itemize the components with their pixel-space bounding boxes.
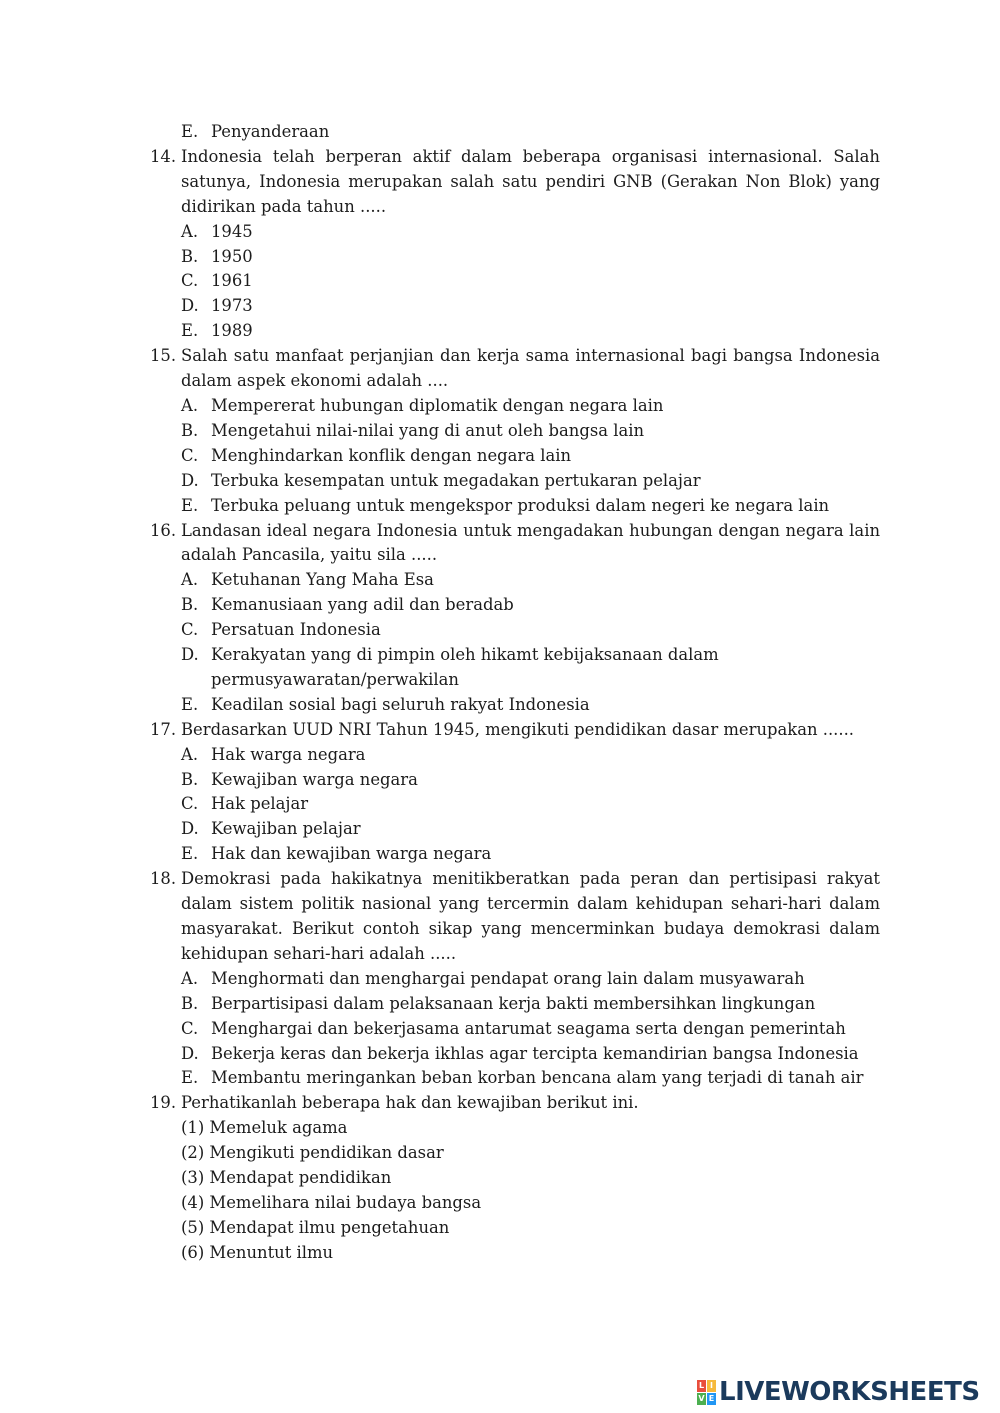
answer-option [181, 992, 880, 1017]
option-letter: C. [181, 794, 199, 814]
list-item: (5) Mendapat ilmu pengetahuan [181, 1217, 450, 1237]
question-text: Berdasarkan UUD NRI Tahun 1945, mengikuti pendidikan dasar merupakan ...... [181, 719, 854, 739]
answer-option [181, 593, 880, 618]
option-text: Hak pelajar [211, 794, 309, 814]
option-text: Bekerja keras dan bekerja ikhlas agar tercipta kemandirian bangsa Indonesia [211, 1043, 859, 1063]
option-text: Mengetahui nilai-nilai yang di anut oleh bangsa lain [211, 420, 645, 440]
option-text: Berpartisipasi dalam pelaksanaan kerja bakti membersihkan lingkungan [211, 993, 816, 1013]
list-item: (4) Memelihara nilai budaya bangsa [181, 1192, 482, 1212]
question-17 [150, 718, 880, 743]
logo-tile: I [707, 1380, 716, 1392]
option-letter: E. [181, 321, 199, 341]
question-15 [150, 344, 880, 394]
question-16 [150, 519, 880, 569]
worksheet-document [150, 120, 880, 1266]
option-text: Menghindarkan konflik dengan negara lain [211, 445, 572, 465]
question-18 [150, 867, 880, 967]
option-text: 1950 [211, 246, 253, 266]
logo-tile: L [698, 1380, 705, 1390]
answer-option [181, 817, 880, 842]
answer-option [181, 1017, 880, 1042]
answer-option [181, 768, 880, 793]
option-letter: A. [181, 968, 199, 988]
logo-mark-icon [697, 1380, 716, 1405]
option-letter: D. [181, 470, 199, 490]
option-letter: E. [181, 694, 199, 714]
list-item: (2) Mengikuti pendidikan dasar [181, 1143, 444, 1163]
list-item: (6) Menuntut ilmu [181, 1242, 334, 1262]
question-number: 16. [150, 520, 177, 540]
option-text: Kerakyatan yang di pimpin oleh hikamt kebijaksanaan dalam permusyawaratan/perwakilan [211, 645, 719, 689]
answer-option [181, 643, 880, 693]
option-letter: A. [181, 395, 199, 415]
answer-option [181, 444, 880, 469]
option-letter: D. [181, 296, 199, 316]
option-text: 1989 [211, 321, 253, 341]
answer-option [181, 245, 880, 270]
option-text: 1945 [211, 221, 253, 241]
option-letter: B. [181, 595, 199, 615]
option-letter: D. [181, 1043, 199, 1063]
question-number: 17. [150, 719, 177, 739]
answer-option [181, 494, 880, 519]
option-text: Menghargai dan bekerjasama antarumat seagama serta dengan pemerintah [211, 1018, 846, 1038]
option-letter: A. [181, 221, 199, 241]
logo-tile: V [698, 1393, 705, 1403]
answer-option [181, 220, 880, 245]
answer-option [181, 269, 880, 294]
question-list [150, 145, 880, 1266]
answer-option [181, 1066, 880, 1091]
option-letter: B. [181, 769, 199, 789]
option-letter: C. [181, 271, 199, 291]
question-number: 15. [150, 346, 177, 366]
option-text: 1961 [211, 271, 253, 291]
question-text: Perhatikanlah beberapa hak dan kewajiban berikut ini. [181, 1093, 639, 1113]
option-letter: B. [181, 993, 199, 1013]
question-text: Demokrasi pada hakikatnya menitikberatkan pada peran dan pertisipasi rakyat dalam sistem politik nasional yang tercermin dalam kehidupan sehari-hari dalam masyarakat. Berikut contoh sikap yang mencerminkan budaya demokrasi dalam kehidupan sehari-hari adalah ..... [181, 869, 880, 963]
option-text: Persatuan Indonesia [211, 620, 381, 640]
answer-option [181, 568, 880, 593]
option-text: Membantu meringankan beban korban bencana alam yang terjadi di tanah air [211, 1068, 864, 1088]
option-e-prev: E. Penyanderaan [181, 122, 330, 141]
answer-option [181, 792, 880, 817]
answer-option [181, 842, 880, 867]
answer-option [181, 693, 880, 718]
option-letter: B. [181, 420, 199, 440]
option-text: Kewajiban warga negara [211, 769, 418, 789]
option-text: Hak warga negara [211, 744, 366, 764]
question-number: 18. [150, 869, 177, 889]
option-text: Kewajiban pelajar [211, 819, 361, 839]
logo-tile: E [708, 1393, 715, 1403]
option-letter: A. [181, 570, 199, 590]
answer-option [181, 394, 880, 419]
option-text: Kemanusiaan yang adil dan beradab [211, 595, 514, 615]
logo-text: LIVEWORKSHEETS [719, 1377, 980, 1407]
list-item: (3) Mendapat pendidikan [181, 1168, 392, 1188]
answer-option [181, 967, 880, 992]
answer-option [181, 319, 880, 344]
answer-option [181, 618, 880, 643]
option-text: Hak dan kewajiban warga negara [211, 844, 492, 864]
option-letter: D. [181, 645, 199, 665]
option-text: Ketuhanan Yang Maha Esa [211, 570, 434, 590]
answer-option [181, 294, 880, 319]
option-letter: A. [181, 744, 199, 764]
option-text: Menghormati dan menghargai pendapat orang lain dalam musyawarah [211, 968, 805, 988]
option-letter: E. [181, 1068, 199, 1088]
answer-option [181, 469, 880, 494]
option-letter: C. [181, 1018, 199, 1038]
answer-option [181, 743, 880, 768]
option-letter: C. [181, 445, 199, 465]
answer-option [181, 1042, 880, 1067]
list-item: (1) Memeluk agama [181, 1118, 348, 1138]
option-letter: E. [181, 495, 199, 515]
question-text: Indonesia telah berperan aktif dalam beberapa organisasi internasional. Salah satunya, Indonesia merupakan salah satu pendiri GNB (Gerakan Non Blok) yang didirikan pada tahun ..... [181, 146, 880, 216]
question-19 [150, 1091, 880, 1116]
option-text: Keadilan sosial bagi seluruh rakyat Indonesia [211, 694, 590, 714]
option-letter: C. [181, 620, 199, 640]
option-letter: D. [181, 819, 199, 839]
answer-option [181, 419, 880, 444]
question-14 [150, 145, 880, 220]
option-text: 1973 [211, 296, 253, 316]
question-number: 19. [150, 1093, 177, 1113]
option-letter: B. [181, 246, 199, 266]
question-text: Salah satu manfaat perjanjian dan kerja sama internasional bagi bangsa Indonesia dalam aspek ekonomi adalah .... [181, 346, 880, 391]
option-text: Mempererat hubungan diplomatik dengan negara lain [211, 395, 664, 415]
question-number: 14. [150, 146, 177, 166]
option-text: Terbuka peluang untuk mengekspor produksi dalam negeri ke negara lain [211, 495, 830, 515]
question-text: Landasan ideal negara Indonesia untuk mengadakan hubungan dengan negara lain adalah Pancasila, yaitu sila ..... [181, 520, 880, 565]
option-letter: E. [181, 844, 199, 864]
liveworksheets-logo [697, 1377, 980, 1407]
option-text: Terbuka kesempatan untuk megadakan pertukaran pelajar [211, 470, 701, 490]
